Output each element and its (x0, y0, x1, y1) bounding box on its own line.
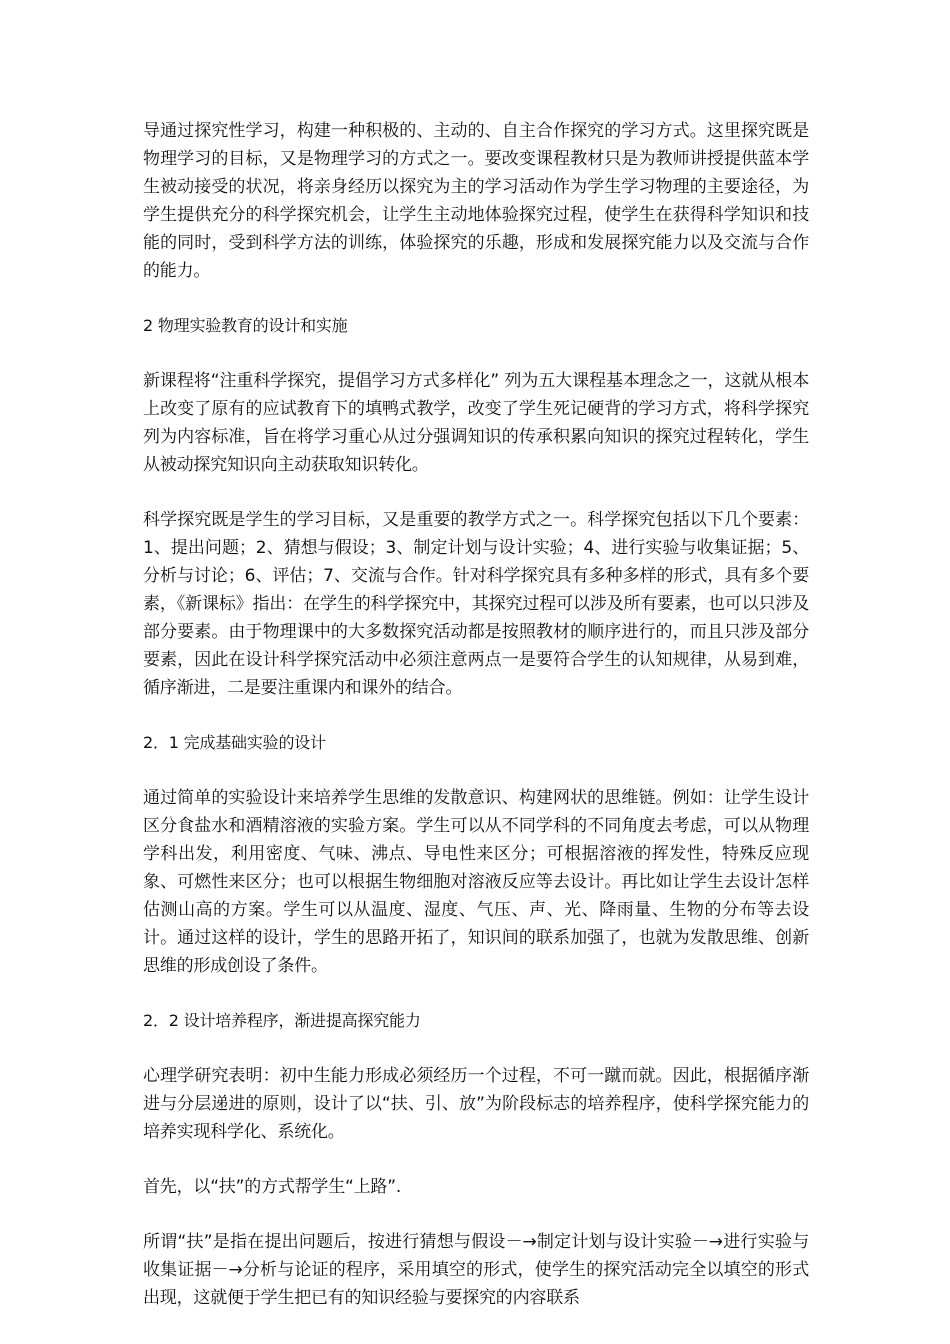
paragraph-basic-experiment: 通过简单的实验设计来培养学生思维的发散意识、构建网状的思维链。例如：让学生设计区分食盐水和酒精溶液的实验方案。学生可以从不同学科的不同角度去考虑，可以从物理学科出发，利用密度、气味、沸点、导电性来区分；可根据溶液的挥发性，特殊反应现象、可燃性来区分；也可以根据生物细胞对溶液反应等去设计。再比如让学生去设计怎样估测山高的方案。学生可以从温度、湿度、气压、声、光、降雨量、生物的分布等去设计。通过这样的设计，学生的思路开拓了，知识间的联系加强了，也就为发散思维、创新思维的形成创设了条件。 (143, 788, 809, 976)
paragraph-scientific-inquiry: 科学探究既是学生的学习目标，又是重要的教学方式之一。科学探究包括以下几个要素：1、提出问题；2、猜想与假设；3、制定计划与设计实验；4、进行实验与收集证据；5、分析与讨论；6、评估；7、交流与合作。针对科学探究具有多种多样的形式，具有多个要素，《新课标》指出：在学生的科学探究中，其探究过程可以涉及所有要素，也可以只涉及部分要素。由于物理课中的大多数探究活动都是按照教材的顺序进行的，而且只涉及部分要素，因此在设计科学探究活动中必须注意两点一是要符合学生的认知规律，从易到难，循序渐进，二是要注重课内和课外的结合。 (143, 510, 809, 698)
paragraph-first-step: 首先，以“扶”的方式帮学生“上路”. (143, 1177, 402, 1197)
section-heading-2-2: 2．2 设计培养程序，渐进提高探究能力 (143, 1011, 421, 1030)
paragraph-support-method: 所谓“扶”是指在提出问题后，按进行猜想与假设－→制定计划与设计实验－→进行实验与收集证据－→分析与论证的程序，采用填空的形式，使学生的探究活动完全以填空的形式出现，这就便于学生把已有的知识经验与要探究的内容联系 (143, 1232, 809, 1308)
section-heading-2: 2 物理实验教育的设计和实施 (143, 316, 348, 335)
paragraph-intro: 导通过探究性学习，构建一种积极的、主动的、自主合作探究的学习方式。这里探究既是物理学习的目标，又是物理学习的方式之一。要改变课程教材只是为教师讲授提供蓝本学生被动接受的状况，将亲身经历以探究为主的学习活动作为学生学习物理的主要途径，为学生提供充分的科学探究机会，让学生主动地体验探究过程，使学生在获得科学知识和技能的同时，受到科学方法的训练，体验探究的乐趣，形成和发展探究能力以及交流与合作的能力。 (143, 121, 809, 281)
section-heading-2-1: 2．1 完成基础实验的设计 (143, 733, 326, 752)
document-page (143, 117, 809, 1312)
paragraph-psychology: 心理学研究表明：初中生能力形成必须经历一个过程，不可一蹴而就。因此，根据循序渐进与分层递进的原则，设计了以“扶、引、放”为阶段标志的培养程序，使科学探究能力的培养实现科学化、系统化。 (143, 1066, 809, 1142)
paragraph-new-curriculum: 新课程将“注重科学探究，提倡学习方式多样化” 列为五大课程基本理念之一，这就从根本上改变了原有的应试教育下的填鸭式教学，改变了学生死记硬背的学习方式，将科学探究列为内容标准，旨在将学习重心从过分强调知识的传承积累向知识的探究过程转化，学生从被动探究知识向主动获取知识转化。 (143, 371, 809, 475)
